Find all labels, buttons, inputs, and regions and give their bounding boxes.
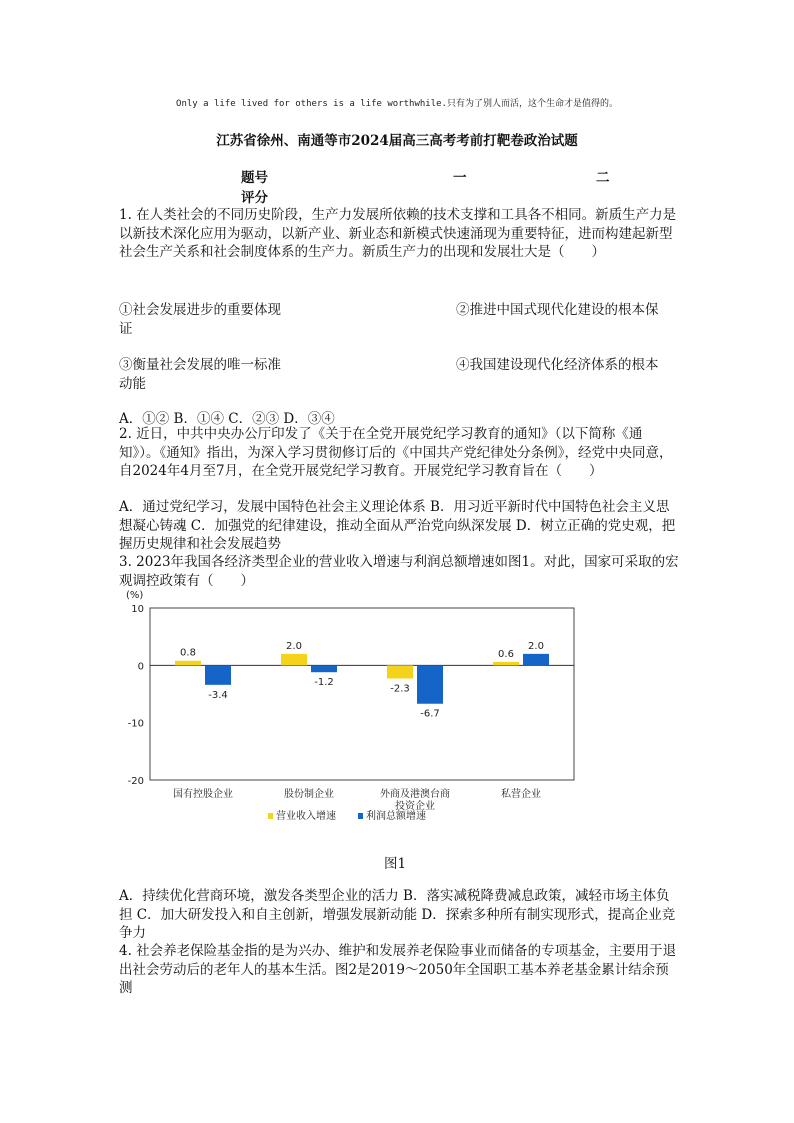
question-4-stem: 4. 社会养老保险基金指的是为兴办、维护和发展养老保险事业而储备的专项基金，主要用于退出社会劳动后的老年人的基本生活。图2是2019～2050年全国职工基本养老基金累计结余预测 xyxy=(119,943,677,996)
x-tick-label: 股份制企业 xyxy=(284,789,334,800)
q1-option-2: ②推进中国式现代化建设的根本保 xyxy=(456,302,659,318)
score-table-col-2: 二 xyxy=(596,170,610,186)
y-axis-unit: (%) xyxy=(126,590,144,601)
data-label: -6.7 xyxy=(420,708,440,720)
q1-option-4: ④我国建设现代化经济体系的根本 xyxy=(456,357,659,373)
x-tick-label: 私营企业 xyxy=(501,789,541,800)
figure-1-chart xyxy=(118,588,588,838)
q1-option-2-cont: 证 xyxy=(119,321,133,337)
legend-label: 营业收入增速 xyxy=(276,811,336,822)
bar-revenue xyxy=(387,665,413,678)
bar-profit xyxy=(417,665,443,703)
y-tick-label: -10 xyxy=(127,718,144,730)
data-label: -2.3 xyxy=(390,683,410,695)
question-3-stem: 3. 2023年我国各经济类型企业的营业收入增速与利润总额增速如图1。对此，国家可采取的宏观调控政策有（ ） xyxy=(119,554,679,589)
legend-label: 利润总额增速 xyxy=(366,811,426,822)
y-tick-label: -20 xyxy=(127,776,144,787)
score-table-score-label: 评分 xyxy=(241,190,268,206)
data-label: 2.0 xyxy=(286,640,302,652)
data-label: -3.4 xyxy=(208,689,228,701)
bar-profit xyxy=(523,654,549,665)
x-tick-label: 外商及港澳台商 xyxy=(380,789,450,800)
q2-choices: A．通过党纪学习，发展中国特色社会主义理论体系 B．用习近平新时代中国特色社会主义思想凝心铸魂 C．加强党的纪律建设，推动全面从严治党向纵深发展 D．树立正确的党史观，把握历史规律和社会发展趋势 xyxy=(119,499,676,552)
bar-revenue xyxy=(493,662,519,665)
bar-profit xyxy=(311,665,337,672)
data-label: 0.8 xyxy=(180,647,196,659)
bar-profit xyxy=(205,665,231,684)
question-2-stem: 2. 近日，中共中央办公厅印发了《关于在全党开展党纪学习教育的通知》（以下简称《通知》）。《通知》指出，为深入学习贯彻修订后的《中国共产党纪律处分条例》，经党中央同意，自2024年4月至7月，在全党开展党纪学习教育。开展党纪学习教育旨在（ ） xyxy=(119,426,673,479)
q3-choices: A．持续优化营商环境，激发各类型企业的活力 B．落实减税降费减息政策，减轻市场主体负担 C．加大研发投入和自主创新，增强发展新动能 D．探索多种所有制实现形式，提高企业竞争力 xyxy=(119,888,676,941)
data-label: 2.0 xyxy=(528,640,544,652)
bar-revenue xyxy=(175,661,201,666)
legend-swatch xyxy=(358,813,363,819)
score-table-col-1: 一 xyxy=(453,170,467,186)
x-tick-label: 国有控股企业 xyxy=(173,789,233,800)
q1-option-1: ①社会发展进步的重要体现 xyxy=(119,302,281,318)
bar-revenue xyxy=(281,654,307,665)
motto-header: Only a life lived for others is a life worthwhile.只有为了别人而活，这个生命才是值得的。 xyxy=(176,99,618,109)
legend-swatch xyxy=(268,813,273,819)
q1-choices: A．①② B．①④ C．②③ D．③④ xyxy=(119,411,335,427)
data-label: -1.2 xyxy=(314,677,334,689)
y-tick-label: 10 xyxy=(131,604,144,615)
score-table-row-label: 题号 xyxy=(241,170,268,186)
q1-option-3: ③衡量社会发展的唯一标准 xyxy=(119,357,281,373)
data-label: 0.6 xyxy=(498,648,514,660)
question-1-stem: 1. 在人类社会的不同历史阶段，生产力发展所依赖的技术支撑和工具各不相同。新质生产力是以新技术深化应用为驱动，以新产业、新业态和新模式快速涌现为重要特征，进而构建起新型社会生产关系和社会制度体系的生产力。新质生产力的出现和发展壮大是（ ） xyxy=(119,207,677,260)
y-tick-label: 0 xyxy=(137,661,144,673)
x-tick-label: 投资企业 xyxy=(395,801,435,812)
exam-title: 江苏省徐州、南通等市2024届高三高考考前打靶卷政治试题 xyxy=(216,133,578,149)
bar-chart xyxy=(118,588,588,838)
figure-1-caption: 图1 xyxy=(384,856,407,872)
q1-option-4-cont: 动能 xyxy=(119,376,146,392)
